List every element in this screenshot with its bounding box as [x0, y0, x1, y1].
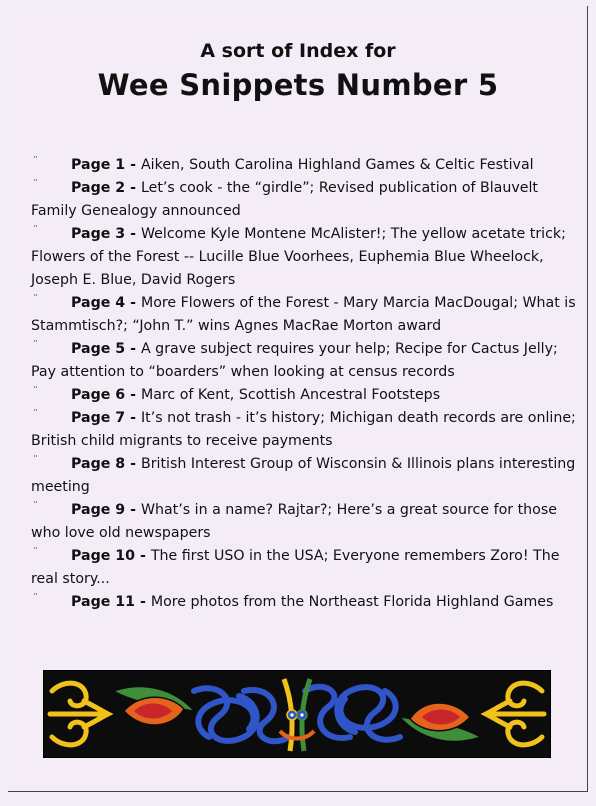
- entry-description: Welcome Kyle Montene McAlister!; The yellow acetate trick; Flowers of the Forest -- Lucille Blue Voorhees, Euphemia Blue Wheelock, Joseph E. Blue, David Rogers: [31, 226, 566, 288]
- entry-description: British Interest Group of Wisconsin & Illinois plans interesting meeting: [31, 456, 576, 495]
- entry-page-number: Page 11: [71, 594, 136, 610]
- index-entry: ¨ Page 11 - More photos from the Northeast Florida Highland Games: [31, 591, 576, 614]
- index-entry: ¨ Page 8 - British Interest Group of Wisconsin & Illinois plans interesting meeting: [31, 453, 576, 499]
- index-entry: ¨ Page 2 - Let’s cook - the “girdle”; Revised publication of Blauvelt Family Genealogy announced: [31, 177, 576, 223]
- index-entry: ¨ Page 3 - Welcome Kyle Montene McAlister!; The yellow acetate trick; Flowers of the Forest -- Lucille Blue Voorhees, Euphemia Blue Wheelock, Joseph E. Blue, David Rogers: [31, 223, 576, 292]
- entry-page-number: Page 8: [71, 456, 126, 472]
- index-entry: ¨ Page 10 - The first USO in the USA; Everyone remembers Zoro! The real story...: [31, 545, 576, 591]
- index-entry: ¨ Page 5 - A grave subject requires your help; Recipe for Cactus Jelly; Pay attention to “boarders” when looking at census records: [31, 338, 576, 384]
- bullet-mark: ¨: [33, 294, 38, 305]
- bullet-mark: ¨: [33, 593, 38, 604]
- bullet-mark: ¨: [33, 340, 38, 351]
- bullet-mark: ¨: [33, 156, 38, 167]
- index-entry: ¨ Page 4 - More Flowers of the Forest - Mary Marcia MacDougal; What is Stammtisch?; “John T.” wins Agnes MacRae Morton award: [31, 292, 576, 338]
- entry-page-number: Page 7: [71, 410, 126, 426]
- entry-page-number: Page 2: [71, 180, 126, 196]
- entry-page-number: Page 9: [71, 502, 126, 518]
- bullet-mark: ¨: [33, 386, 38, 397]
- entry-page-number: Page 5: [71, 341, 126, 357]
- entry-description: More Flowers of the Forest - Mary Marcia MacDougal; What is Stammtisch?; “John T.” wins Agnes MacRae Morton award: [31, 295, 576, 334]
- bullet-mark: ¨: [33, 225, 38, 236]
- document-title: Wee Snippets Number 5: [97, 68, 499, 102]
- entry-description: Aiken, South Carolina Highland Games & Celtic Festival: [140, 157, 534, 173]
- entry-page-number: Page 1: [71, 157, 126, 173]
- index-entry: ¨ Page 7 - It’s not trash - it’s history; Michigan death records are online; British child migrants to receive payments: [31, 407, 576, 453]
- entry-page-number: Page 3: [71, 226, 126, 242]
- entry-description: The first USO in the USA; Everyone remembers Zoro! The real story...: [31, 548, 560, 587]
- entry-description: More photos from the Northeast Florida Highland Games: [150, 594, 554, 610]
- bullet-mark: ¨: [33, 501, 38, 512]
- entry-page-number: Page 6: [71, 387, 126, 403]
- entry-description: A grave subject requires your help; Recipe for Cactus Jelly; Pay attention to “boarders” when looking at census records: [31, 341, 558, 380]
- bullet-mark: ¨: [33, 455, 38, 466]
- entry-description: Marc of Kent, Scottish Ancestral Footsteps: [140, 387, 441, 403]
- celtic-knotwork-banner-icon: [43, 670, 551, 758]
- index-list: [31, 154, 576, 614]
- entry-page-number: Page 10: [71, 548, 136, 564]
- index-entry: ¨ Page 1 - Aiken, South Carolina Highland Games & Celtic Festival: [31, 154, 576, 177]
- bullet-mark: ¨: [33, 409, 38, 420]
- bullet-mark: ¨: [33, 547, 38, 558]
- bullet-mark: ¨: [33, 179, 38, 190]
- document-subtitle: A sort of Index for: [200, 40, 396, 62]
- entry-description: It’s not trash - it’s history; Michigan death records are online; British child migrants to receive payments: [31, 410, 576, 449]
- entry-description: Let’s cook - the “girdle”; Revised publication of Blauvelt Family Genealogy announced: [31, 180, 538, 219]
- index-entry: ¨ Page 6 - Marc of Kent, Scottish Ancestral Footsteps: [31, 384, 576, 407]
- entry-description: What’s in a name? Rajtar?; Here’s a great source for those who love old newspapers: [31, 502, 557, 541]
- entry-page-number: Page 4: [71, 295, 126, 311]
- index-entry: ¨ Page 9 - What’s in a name? Rajtar?; Here’s a great source for those who love old newspapers: [31, 499, 576, 545]
